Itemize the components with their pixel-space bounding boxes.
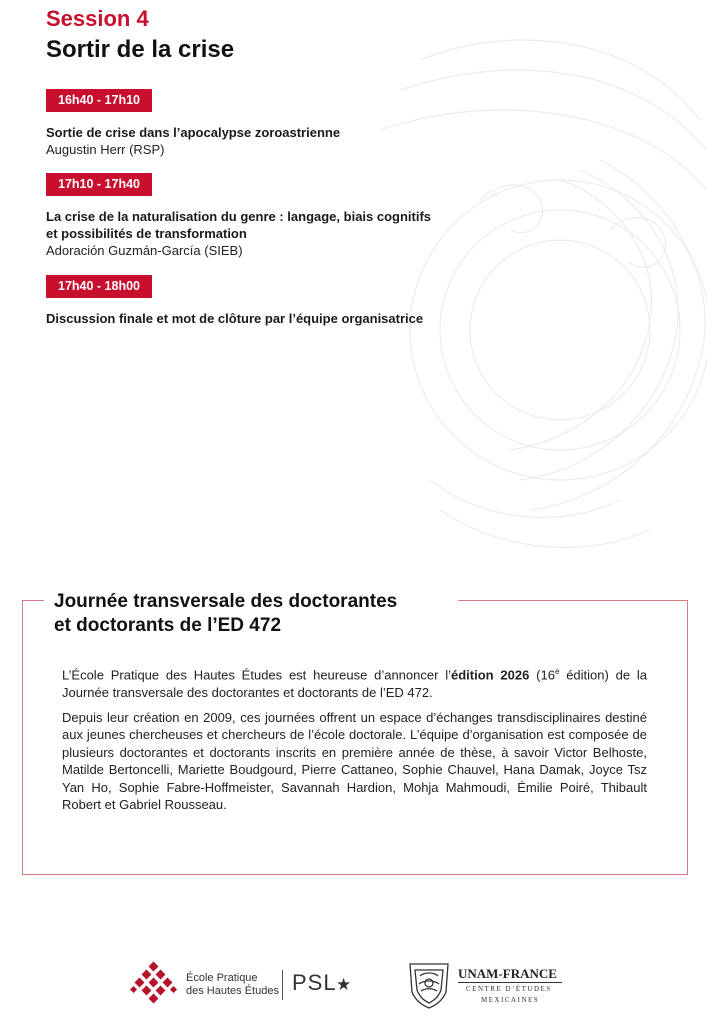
edition-highlight: édition 2026 bbox=[451, 667, 530, 683]
about-heading-line1: Journée transversale des doctorantes bbox=[54, 591, 398, 612]
frame-top-right-line bbox=[458, 600, 687, 601]
talk-title: La crise de la naturalisation du genre : langage, biais cognitifs et possibilités de transformation bbox=[46, 209, 432, 241]
unam-france-name: UNAM-FRANCE bbox=[458, 966, 557, 981]
about-paragraph-1 bbox=[62, 663, 647, 702]
p1-edition-number: (16 bbox=[529, 667, 555, 683]
p1-text-end: édition) de la Journée transversale des doctorantes et doctorants de l’ED 472. bbox=[62, 667, 648, 700]
session-title: Sortir de la crise bbox=[46, 36, 235, 63]
unam-subtitle-line2: MEXICAINES bbox=[481, 996, 540, 1004]
talk-title: Discussion finale et mot de clôture par l’équipe organisatrice bbox=[46, 311, 424, 326]
unam-subtitle-line1: CENTRE D’ÉTUDES bbox=[466, 985, 552, 993]
frame-top-left-line bbox=[22, 600, 44, 601]
about-heading-line2: et doctorants de l’ED 472 bbox=[54, 615, 282, 636]
program-slot bbox=[46, 89, 436, 158]
logo-separator bbox=[282, 970, 283, 1000]
time-badge: 17h10 - 17h40 bbox=[46, 173, 152, 196]
ephe-logo-icon bbox=[130, 961, 178, 1009]
about-paragraph-2: Depuis leur création en 2009, ces journées offrent un espace d’échanges transdisciplinaires destiné aux jeunes chercheuses et chercheurs de l’école doctorale. L’équipe d’organisation est composée de plusieurs doctorantes et doctorants inscrits en première année de thèse, à savoir Victor Belhoste, Matilde Bertoncelli, Mariette Boudgourd, Pierre Cattaneo, Sophie Chauvel, Hana Damak, Joyce Tsz Yan Ho, Sophie Fabre-Hoffmeister, Savannah Hardion, Mohja Mahmoudi, Émilie Poiré, Thibault Robert et Gabriel Rousseau. bbox=[62, 709, 647, 813]
psl-star-icon: ★ bbox=[336, 975, 352, 994]
talk-author: Adoración Guzmán-García (SIEB) bbox=[46, 243, 243, 258]
psl-logo: PSL bbox=[292, 970, 337, 995]
time-badge: 17h40 - 18h00 bbox=[46, 275, 152, 298]
talk-title: Sortie de crise dans l’apocalypse zoroastrienne bbox=[46, 125, 341, 140]
about-body bbox=[62, 663, 647, 821]
p1-superscript: e bbox=[554, 667, 560, 676]
ephe-name-line1: École Pratique bbox=[186, 972, 258, 984]
session-number: Session 4 bbox=[46, 6, 149, 31]
p1-text-start: L’École Pratique des Hautes Études est heureuse d’annoncer l’ bbox=[62, 667, 452, 683]
time-badge: 16h40 - 17h10 bbox=[46, 89, 152, 112]
ephe-name bbox=[186, 972, 279, 998]
about-heading bbox=[54, 590, 407, 638]
unam-crest-icon bbox=[406, 958, 452, 1010]
ephe-name-line2: des Hautes Études bbox=[186, 985, 279, 997]
talk-author: Augustin Herr (RSP) bbox=[46, 142, 165, 157]
unam-divider bbox=[458, 982, 562, 983]
program-slot bbox=[46, 173, 436, 259]
program-slot bbox=[46, 275, 526, 327]
